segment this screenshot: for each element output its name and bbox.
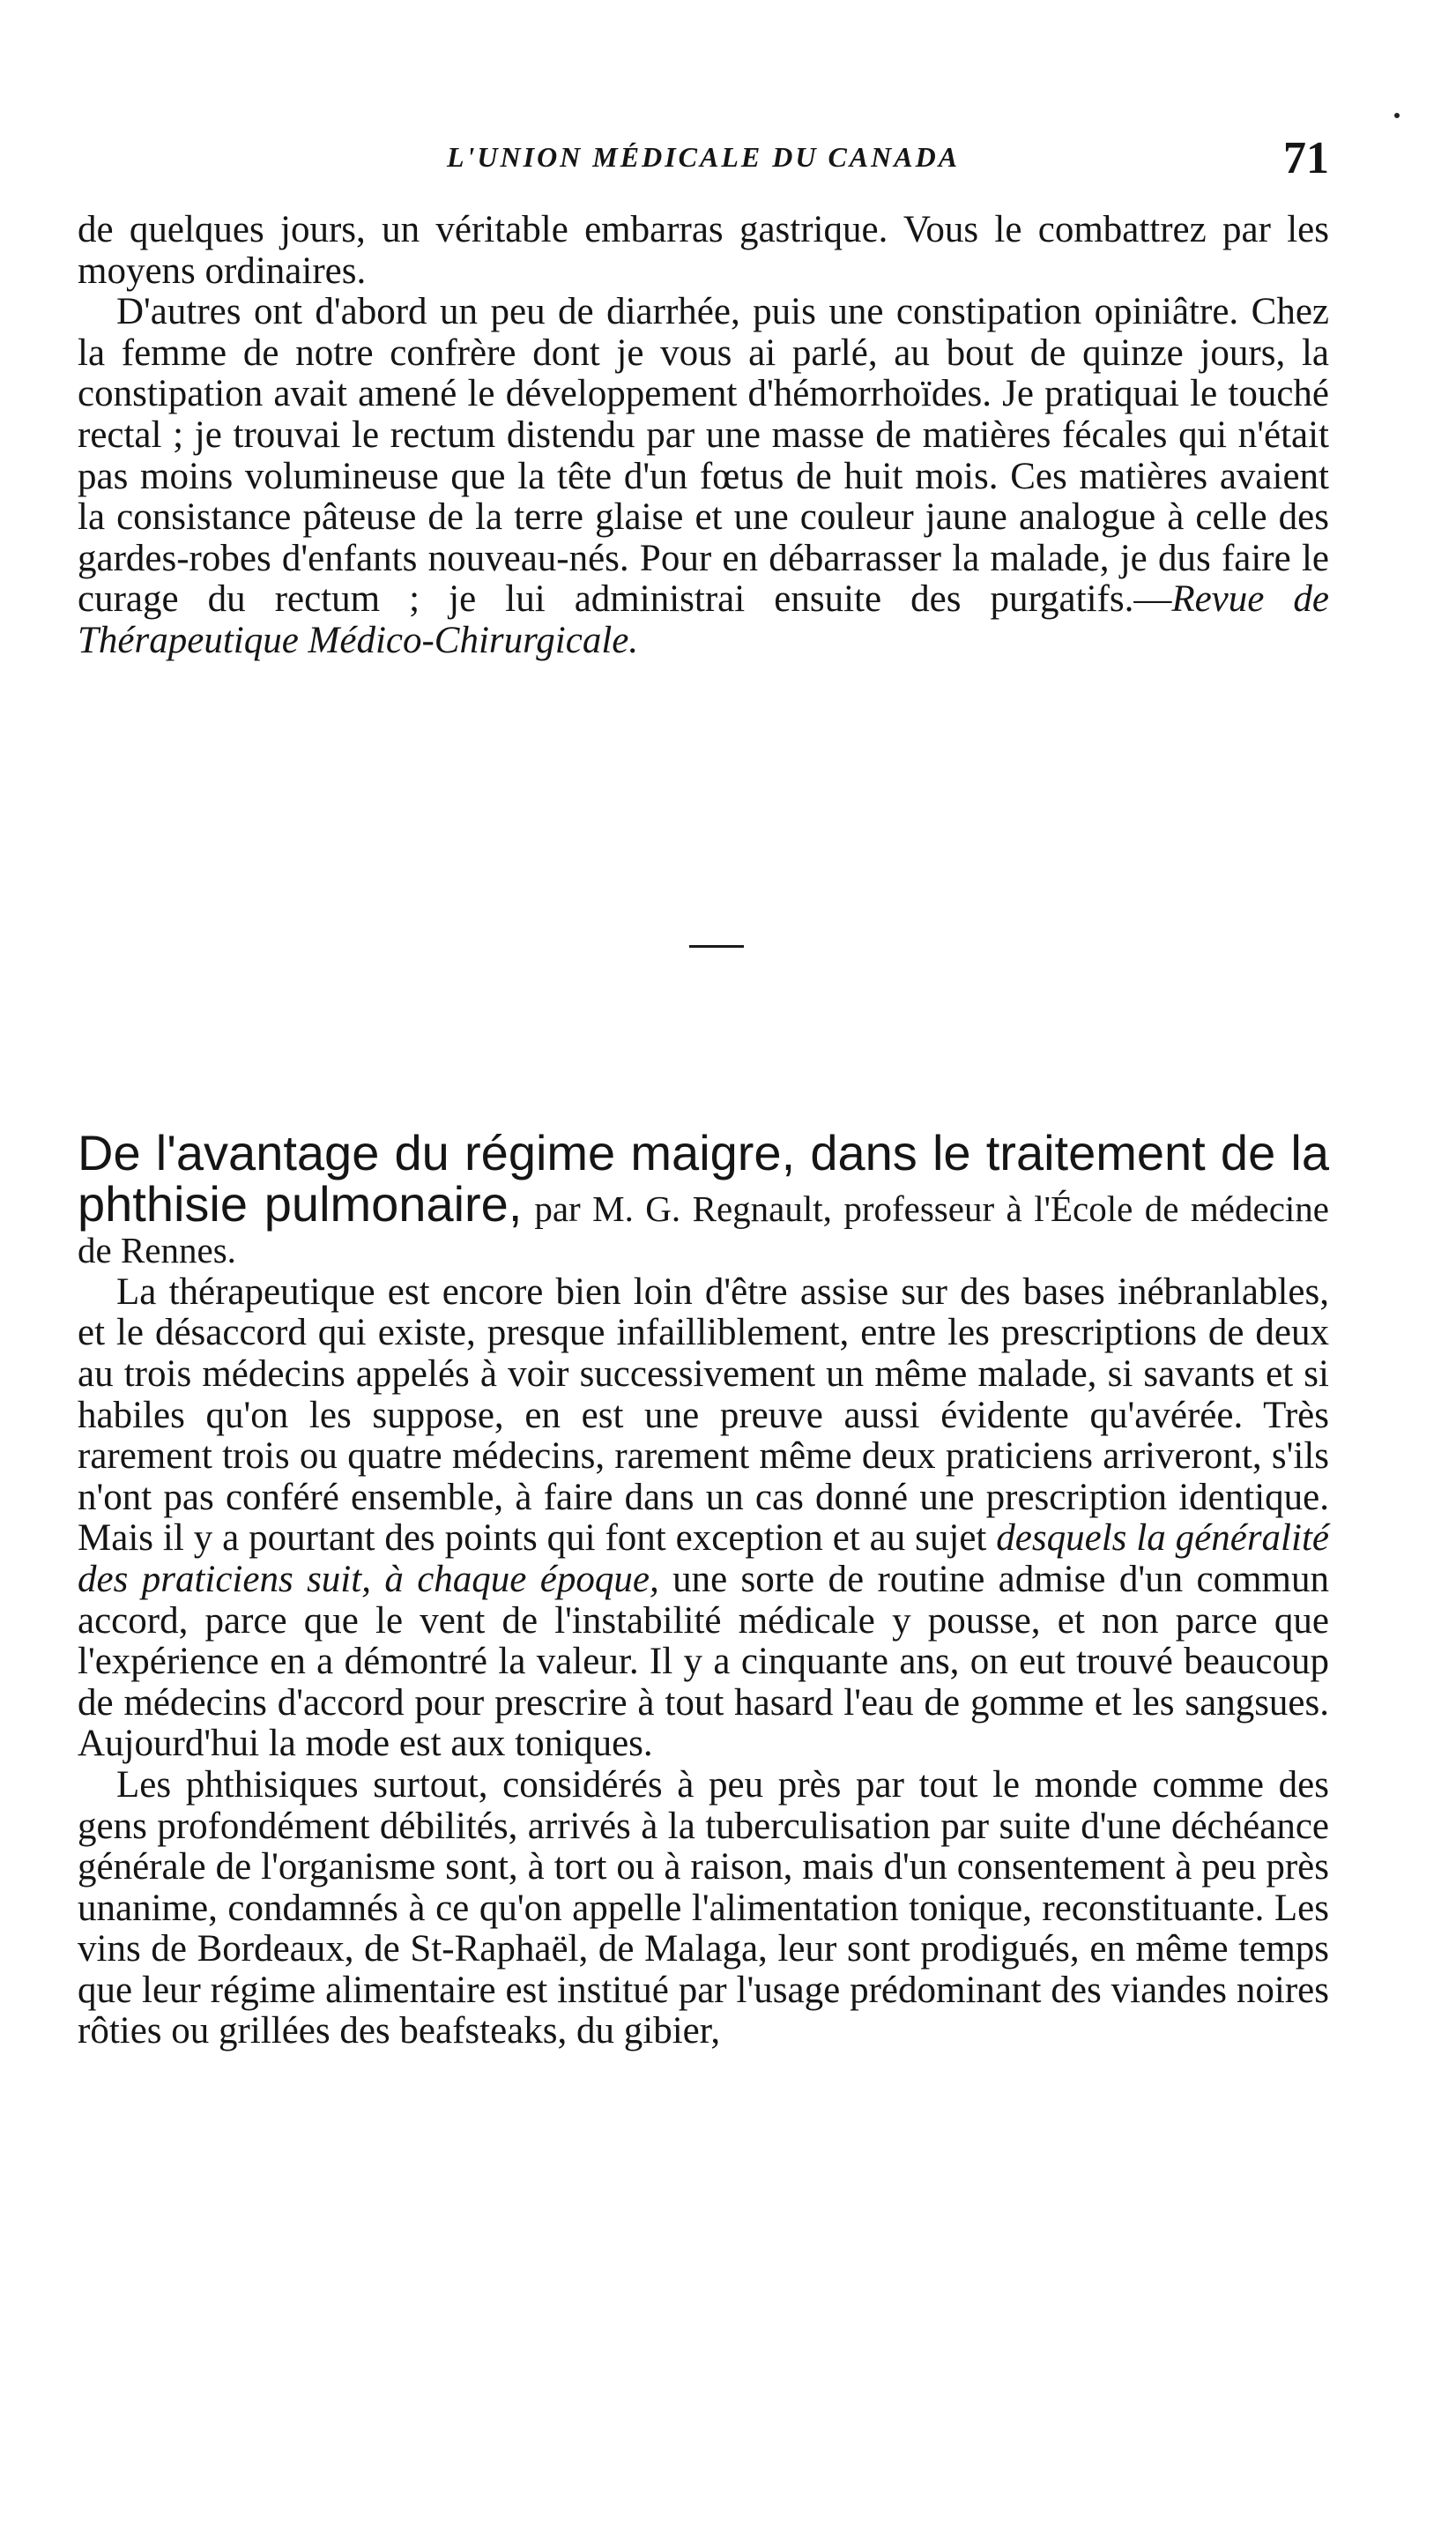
source-citation: Revue de Thérapeutique Médico-Chirurgicale. <box>78 578 1330 661</box>
running-header <box>78 132 1329 185</box>
paragraph-italic-text: desquels la généralité des praticiens suit, à chaque époque, <box>78 1517 1329 1600</box>
page-number: 71 <box>1283 133 1329 183</box>
journal-title: L'UNION MÉDICALE DU CANADA <box>446 141 961 173</box>
section-one-text <box>78 210 1329 662</box>
section-divider <box>689 945 744 948</box>
article-title: De l'avantage du régime maigre, dans le traitement de la phthisie pulmonaire, <box>78 1125 1329 1232</box>
article-heading <box>78 1125 1329 1272</box>
paragraph: de quelques jours, un véritable embarras gastrique. Vous le combattrez par les moyens ordinaires. <box>78 209 1329 292</box>
paragraph <box>78 292 1329 661</box>
paragraph: Les phthisiques surtout, considérés à peu près par tout le monde comme des gens profondément débilités, arrivés à la tuberculisation par suite d'une déchéance générale de l'organisme sont, à tort ou à raison, mais d'un consentement à peu près unanime, condamnés à ce qu'on appelle l'alimentation tonique, reconstituante. Les vins de Bordeaux, de St-Raphaël, de Malaga, leur sont prodigués, en même temps que leur régime alimentaire est institué par l'usage prédominant des viandes noires rôties ou grillées des beafsteaks, du gibier, <box>78 1763 1329 2052</box>
paragraph-text: une sorte de routine admise d'un commun accord, parce que le vent de l'instabilité médicale y pousse, et non parce que l'expérience en a démontré la valeur. Il y a cinquante ans, on eut trouvé beaucoup de médecins d'accord pour prescrire à tout hasard l'eau de gomme et les sangsues. Aujourd'hui la mode est aux toniques. <box>78 1558 1329 1765</box>
article-text <box>78 1125 1329 2052</box>
paragraph <box>78 1272 1329 1765</box>
article-byline: par M. G. Regnault, professeur à l'École de médecine de Rennes. <box>78 1188 1329 1271</box>
paragraph-text: La thérapeutique est encore bien loin d'être assise sur des bases inébranlables, et le désaccord qui existe, presque infailliblement, entre les prescriptions de deux au trois médecins appelés à voir successivement un même malade, si savants et si habiles qu'on les suppose, en est une preuve aussi évidente qu'avérée. Très rarement trois ou quatre médecins, rarement même deux praticiens arriveront, s'ils n'ont pas conféré ensemble, à faire dans un cas donné une prescription identique. Mais il y a pourtant des points qui font exception et au sujet <box>78 1270 1329 1560</box>
print-speck <box>1394 113 1400 118</box>
paragraph-text: D'autres ont d'abord un peu de diarrhée, puis une constipation opiniâtre. Chez la femme de notre confrère dont je vous ai parlé, au bout de quinze jours, la constipation avait amené le développement d'hémorrhoïdes. Je pratiquai le touché rectal ; je trouvai le rectum distendu par une masse de matières fécales qui n'était pas moins volumineuse que la tête d'un fœtus de huit mois. Ces matières avaient la consistance pâteuse de la terre glaise et une couleur jaune analogue à celle des gardes-robes d'enfants nouveau-nés. Pour en débarrasser la malade, je dus faire le curage du rectum ; je lui administrai ensuite des purgatifs.— <box>78 291 1329 621</box>
